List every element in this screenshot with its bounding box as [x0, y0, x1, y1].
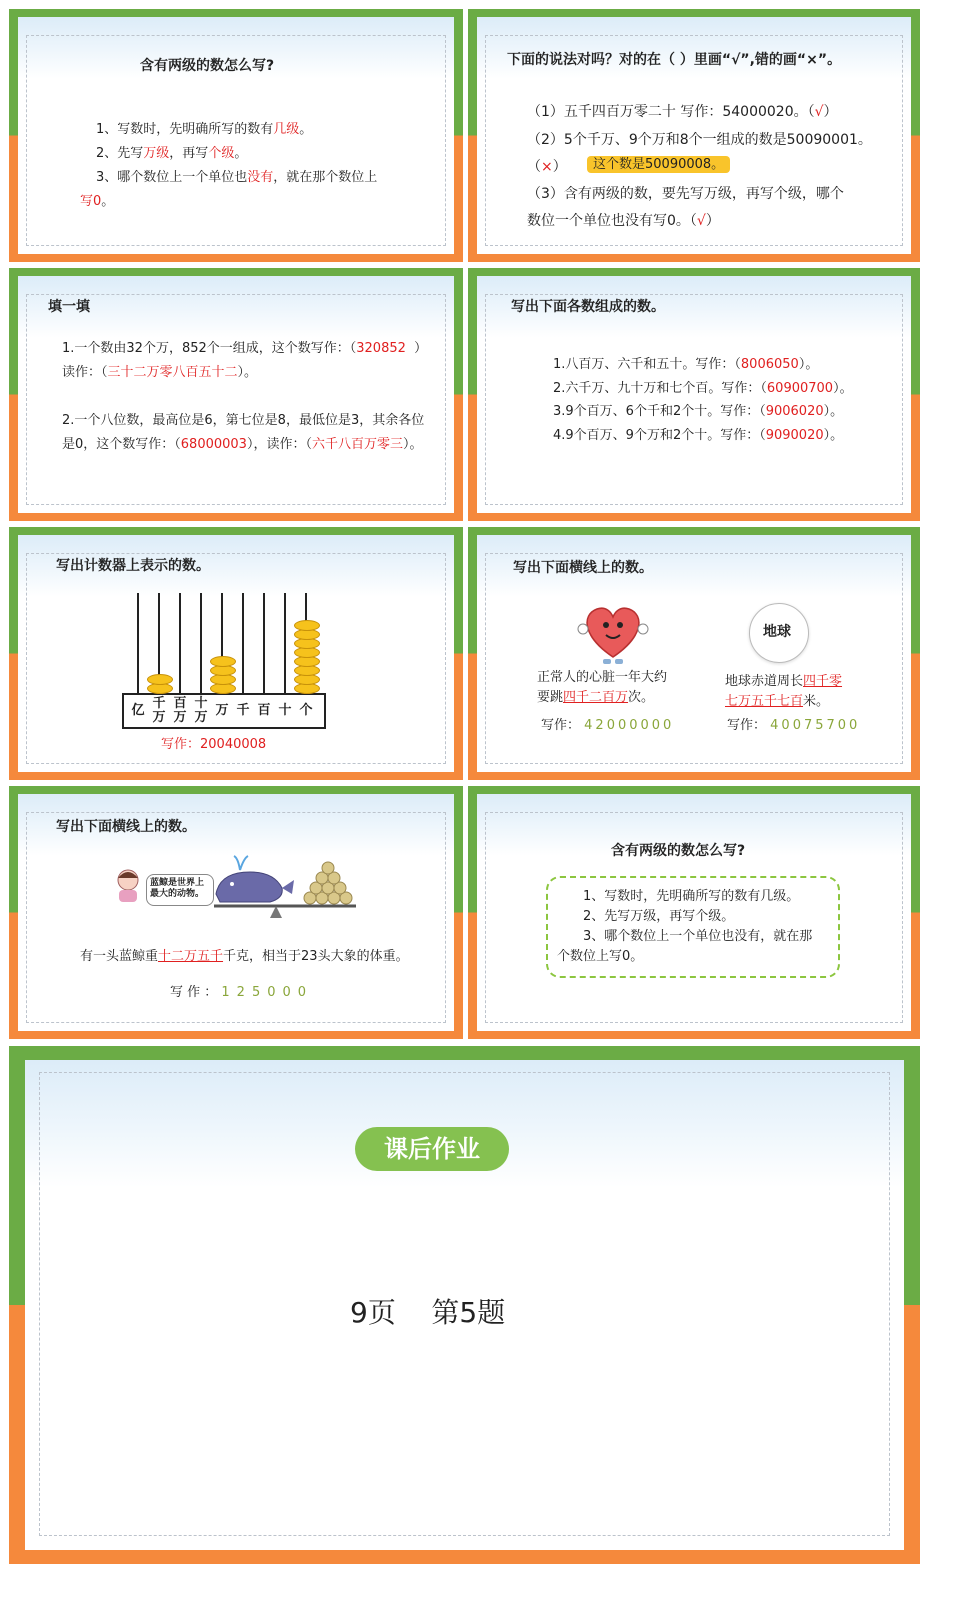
abacus-bead: [147, 674, 173, 685]
heart-answer: 写作： 42000000: [541, 718, 675, 733]
heart-fact-cont: 要跳四千二百万次。: [537, 690, 655, 705]
abacus-place-label: 千 万: [152, 696, 166, 725]
compose-row: 3.9个百万、6个千和2个十。写作：（9006020）。: [553, 404, 844, 419]
slide-title: 写出计数器上表示的数。: [56, 558, 210, 574]
slide-abacus: [9, 527, 463, 780]
slide-title: 含有两级的数怎么写?: [611, 843, 746, 859]
homework-assignment: 9页 第5题: [350, 1296, 506, 1329]
slide-underlined-numbers: [468, 527, 920, 780]
abacus-place-label: 万: [215, 703, 229, 718]
rule-line: 个数位上写0。: [557, 949, 644, 964]
statement-3: （3）含有两级的数，要先写万级，再写个级，哪个: [527, 186, 844, 202]
abacus-answer: 写作：20040008: [161, 737, 267, 752]
abacus-place-label: 个: [299, 703, 313, 718]
abacus-place-label: 千: [236, 703, 250, 718]
slide-fill-in: [9, 268, 463, 521]
abacus-place-label: 百 万: [173, 696, 187, 725]
cross-mark: ×: [541, 159, 553, 175]
homework-badge-label: 课后作业: [384, 1135, 480, 1163]
child-icon: [110, 866, 146, 906]
slide-title: 写出下面各数组成的数。: [511, 299, 665, 315]
equator-fact-cont: 七万五千七百米。: [725, 694, 830, 709]
abacus-place-label: 百: [257, 703, 271, 718]
rule-line: 3、哪个数位上一个单位也没有，就在那个数位上: [96, 170, 378, 185]
abacus-bead: [210, 656, 236, 667]
slide-blue-whale: [9, 786, 463, 1039]
abacus-rod: [284, 593, 286, 701]
question-2: 2.一个八位数，最高位是6，第七位是8，最低位是3，其余各位: [62, 413, 425, 428]
abacus-rod: [137, 593, 139, 701]
compose-row: 4.9个百万、9个万和2个十。写作：（9090020）。: [553, 428, 844, 443]
slide-title: 下面的说法对吗？对的在（ ）里画“√”,错的画“×”。: [507, 52, 842, 68]
rule-line: 1、写数时，先明确所写的数有几级。: [583, 889, 800, 904]
whale-sentence: 有一头蓝鲸重十二万五千千克，相当于23头大象的体重。: [80, 949, 409, 964]
slide-homework: [9, 1046, 920, 1564]
abacus-rod: [179, 593, 181, 701]
rule-line: 2、先写万级，再写个级。: [583, 909, 735, 924]
slide-true-false: [468, 9, 920, 262]
heart-character-icon: [573, 597, 653, 667]
slide-title: 写出下面横线上的数。: [513, 560, 653, 576]
statement-2-answer: （×）: [527, 159, 567, 175]
slide-title: 含有两级的数怎么写?: [140, 58, 275, 74]
abacus-place-label: 十: [278, 703, 292, 718]
whale-seesaw-icon: [210, 850, 360, 928]
statement-2: （2）5个千万、9个万和8个一组成的数是50090001。: [527, 132, 872, 148]
slide-title: 填一填: [48, 299, 90, 315]
statement-1: （1）五千四百万零二十 写作：54000020。（√）: [527, 104, 838, 120]
rule-line: 3、哪个数位上一个单位也没有，就在那: [583, 929, 813, 944]
abacus-place-label: 十 万: [194, 696, 208, 725]
slide-two-level-summary: [468, 786, 920, 1039]
compose-row: 1.八百万、六千和五十。写作：（8006050）。: [553, 357, 819, 372]
compose-row: 2.六千万、九十万和七个百。写作：（60900700）。: [553, 381, 853, 396]
slide-title: 写出下面横线上的数。: [56, 819, 196, 835]
question-1-read: 读作：（三十二万零八百五十二）。: [62, 365, 258, 380]
abacus-place-label: 亿: [131, 703, 145, 718]
abacus-rod: [200, 593, 202, 701]
abacus-bead: [294, 620, 320, 631]
slide-compose-numbers: [468, 268, 920, 521]
abacus-rod: [263, 593, 265, 701]
equator-fact: 地球赤道周长四千零: [725, 674, 843, 689]
whale-answer: 写 作 ： 125000: [170, 985, 314, 1000]
heart-fact: 正常人的心脏一年大约: [537, 670, 668, 685]
rule-line: 写0。: [80, 194, 115, 209]
equator-answer: 写作： 40075700: [727, 718, 861, 733]
check-mark: √: [814, 104, 824, 120]
abacus-counter: [122, 593, 328, 729]
check-mark: √: [696, 213, 706, 229]
rule-line: 2、先写万级，再写个级。: [96, 146, 248, 161]
statement-3-cont: 数位一个单位也没有写0。（√）: [527, 213, 720, 229]
bubble-text: 蓝鲸是世界上最大的动物。: [150, 878, 205, 899]
slide-two-level-rules: [9, 9, 463, 262]
rule-line: 1、写数时，先明确所写的数有几级。: [96, 122, 313, 137]
earth-label: 地球: [763, 624, 791, 640]
abacus-rod: [242, 593, 244, 701]
question-2-answer: 是0，这个数写作：（68000003），读作：（六千八百万零三）。: [62, 437, 423, 452]
question-1: 1.一个数由32个万，852个一组成，这个数写作：（320852 ）: [62, 341, 428, 356]
correction-note: 这个数是50090008。: [587, 156, 730, 174]
